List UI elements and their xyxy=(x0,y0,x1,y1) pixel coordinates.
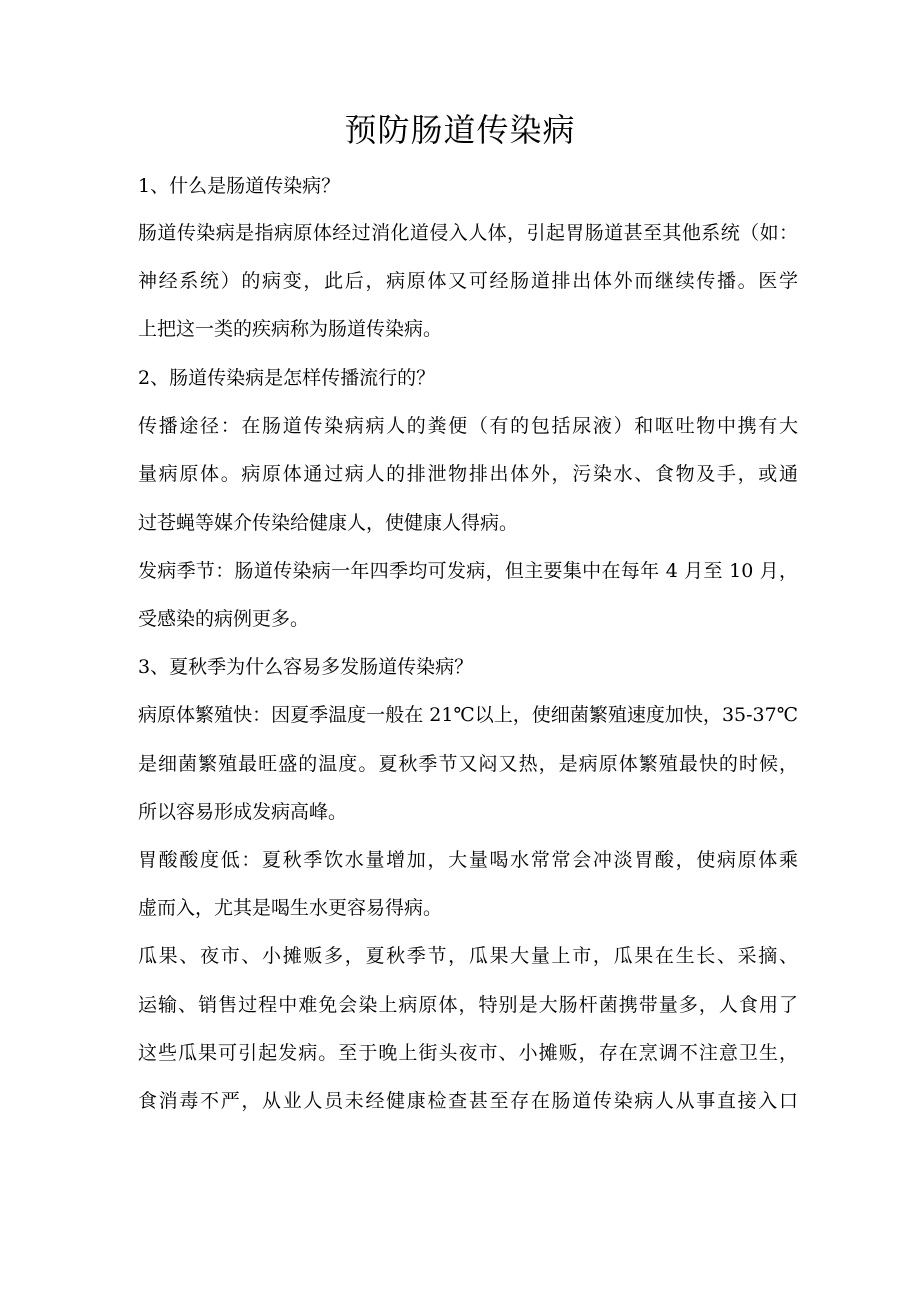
paragraph-line: 病原体繁殖快：因夏季温度一般在 21℃以上，使细菌繁殖速度加快，35-37℃ xyxy=(138,704,798,726)
paragraph-line: 运输、销售过程中难免会染上病原体，特别是大肠杆菌携带量多，人食用了 xyxy=(138,994,798,1016)
paragraph-line: 上把这一类的疾病称为肠道传染病。 xyxy=(138,318,443,340)
paragraph-line: 食消毒不严，从业人员未经健康检查甚至存在肠道传染病人从事直接入口 xyxy=(138,1090,798,1112)
section-heading-1: 1、什么是肠道传染病？ xyxy=(138,175,341,197)
paragraph-line: 受感染的病例更多。 xyxy=(138,608,310,630)
paragraph-line: 肠道传染病是指病原体经过消化道侵入人体，引起胃肠道甚至其他系统（如： xyxy=(138,222,798,244)
paragraph-line: 发病季节：肠道传染病一年四季均可发病，但主要集中在每年 4 月至 10 月， xyxy=(138,560,798,582)
paragraph-line: 是细菌繁殖最旺盛的温度。夏秋季节又闷又热，是病原体繁殖最快的时候， xyxy=(138,753,798,775)
document-title: 预防肠道传染病 xyxy=(344,111,576,149)
paragraph-line: 过苍蝇等媒介传染给健康人，使健康人得病。 xyxy=(138,512,519,534)
section-heading-3: 3、夏秋季为什么容易多发肠道传染病？ xyxy=(138,656,474,678)
section-heading-2: 2、肠道传染病是怎样传播流行的？ xyxy=(138,367,436,389)
paragraph-line: 胃酸酸度低：夏秋季饮水量增加，大量喝水常常会冲淡胃酸，使病原体乘 xyxy=(138,849,798,871)
paragraph-line: 所以容易形成发病高峰。 xyxy=(138,801,348,823)
paragraph-line: 传播途径：在肠道传染病病人的粪便（有的包括尿液）和呕吐物中携有大 xyxy=(138,415,798,437)
paragraph-line: 量病原体。病原体通过病人的排泄物排出体外，污染水、食物及手，或通 xyxy=(138,463,798,485)
paragraph-line: 瓜果、夜市、小摊贩多，夏秋季节，瓜果大量上市，瓜果在生长、采摘、 xyxy=(138,945,798,967)
paragraph-line: 虚而入，尤其是喝生水更容易得病。 xyxy=(138,897,443,919)
paragraph-line: 这些瓜果可引起发病。至于晚上街头夜市、小摊贩，存在烹调不注意卫生， xyxy=(138,1042,798,1064)
paragraph-line: 神经系统）的病变，此后，病原体又可经肠道排出体外而继续传播。医学 xyxy=(138,270,798,292)
